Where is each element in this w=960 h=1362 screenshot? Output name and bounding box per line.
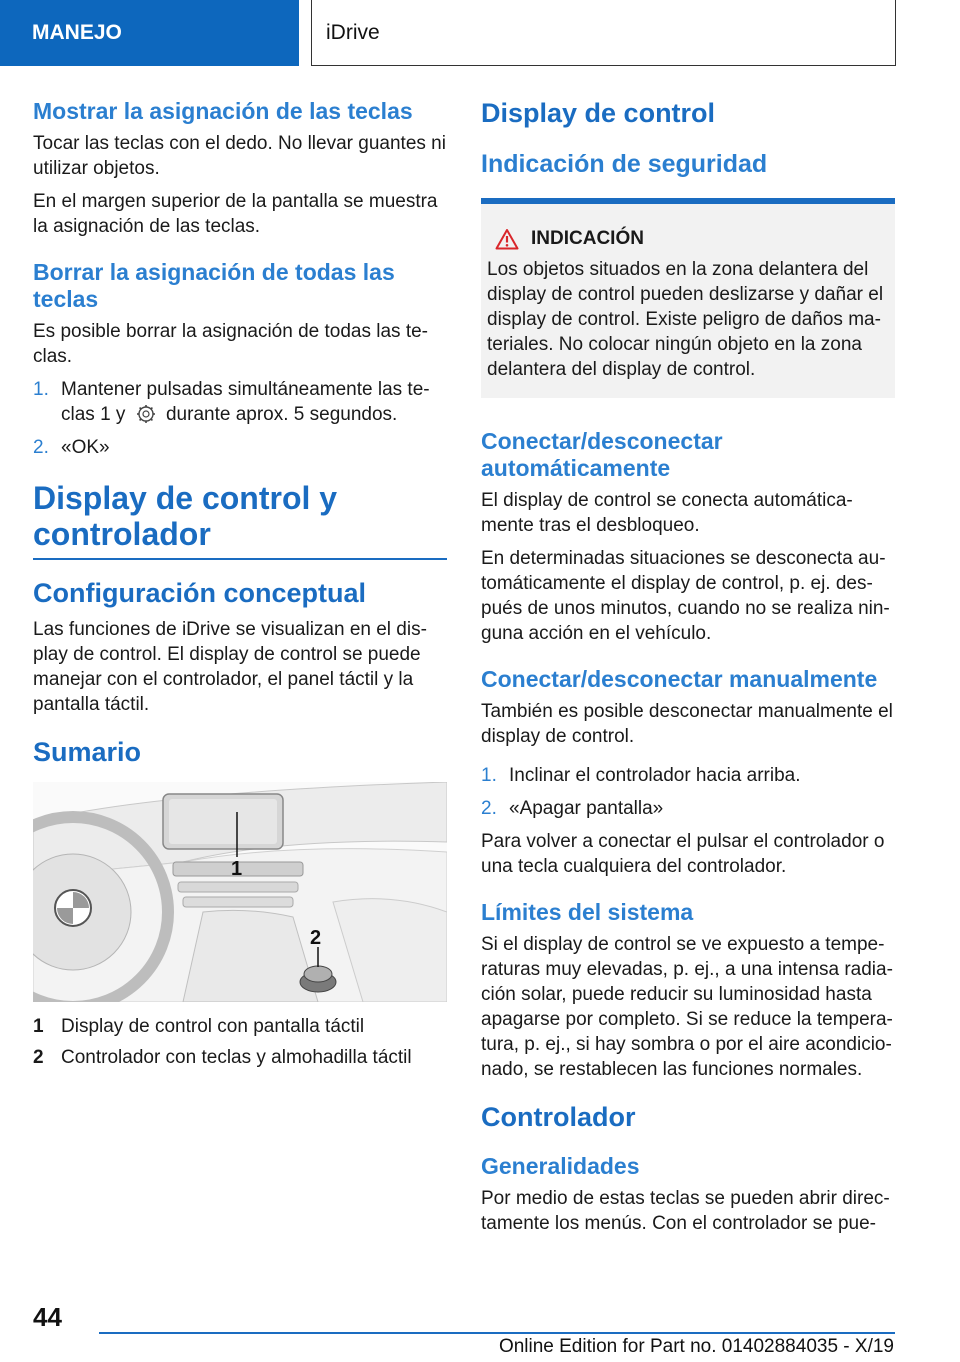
paragraph: Para volver a conectar el pulsar el controlador o una tecla cualquiera del controlador. bbox=[481, 831, 885, 877]
left-column bbox=[33, 98, 447, 1076]
paragraph: Es posible borrar la asignación de todas las te‐ clas. bbox=[33, 321, 429, 367]
heading-limits: Límites del sistema bbox=[481, 899, 694, 925]
right-column bbox=[481, 98, 895, 1244]
heading-concept: Configuración conceptual bbox=[33, 578, 367, 608]
paragraph: Si el display de control se ve expuesto a tempe‐ raturas muy elevadas, p. ej., a una intensa radia‐ ción solar, puede reducir su luminosidad hasta apagarse por completo. Si se reduce la tempera‐ tura, p. ej., si hay sombra o por el aire acondicio‐ nado, se restablecen las funciones normales. bbox=[481, 934, 893, 1080]
page-header bbox=[0, 0, 960, 66]
topic-title: iDrive bbox=[311, 0, 896, 66]
footer-divider bbox=[99, 1332, 895, 1334]
edition-text: Online Edition for Part no. 01402884035 - X/19 bbox=[498, 1336, 894, 1357]
heading-summary: Sumario bbox=[33, 737, 142, 767]
callout-2: 2 bbox=[310, 927, 322, 949]
heading-general: Generalidades bbox=[481, 1153, 640, 1179]
paragraph: El display de control se conecta automática‐ mente tras el desbloqueo. bbox=[481, 490, 853, 536]
legend-item: 1 Display de control con pantalla táctil bbox=[33, 1016, 365, 1037]
cockpit-illustration bbox=[33, 782, 447, 1002]
list-item: 2. «OK» bbox=[33, 437, 110, 458]
list-item: 1. Inclinar el controlador hacia arriba. bbox=[481, 765, 801, 786]
page-number: 44 bbox=[33, 1302, 62, 1332]
notice-box bbox=[481, 198, 895, 398]
list-item: 1. Mantener pulsadas simultáneamente las te‐ clas 1 y durante aprox. 5 segundos. bbox=[33, 379, 430, 425]
notice-title: INDICACIÓN bbox=[531, 228, 644, 249]
steps-list bbox=[481, 763, 895, 821]
heading-manual: Conectar/desconectar manualmente bbox=[481, 666, 878, 692]
controller-knob bbox=[304, 966, 332, 982]
paragraph: Por medio de estas teclas se pueden abrir direc‐ tamente los menús. Con el controlador se pue‐ bbox=[481, 1188, 890, 1234]
paragraph: En el margen superior de la pantalla se muestra la asignación de las teclas. bbox=[33, 191, 438, 237]
steps-list bbox=[33, 377, 447, 460]
paragraph: También es posible desconectar manualmente el display de control. bbox=[481, 701, 893, 747]
section-tab: MANEJO bbox=[0, 0, 299, 66]
main-heading: Display de control y controlador bbox=[33, 480, 338, 552]
legend-item: 2 Controlador con teclas y almohadilla táctil bbox=[33, 1047, 412, 1068]
callout-1: 1 bbox=[231, 858, 243, 880]
warning-icon bbox=[495, 228, 519, 250]
heading-show-assignment: Mostrar la asignación de las teclas bbox=[33, 98, 413, 124]
main-heading-block bbox=[33, 480, 447, 560]
heading-safety: Indicación de seguridad bbox=[481, 150, 768, 178]
page-footer bbox=[0, 1300, 960, 1362]
notice-header bbox=[489, 226, 887, 251]
gear-icon bbox=[135, 404, 157, 424]
heading-delete-assignment: Borrar la asignación de todas las teclas bbox=[33, 259, 395, 312]
notice-text: Los objetos situados en la zona delantera del display de control pueden deslizarse y dañar el display de control. Existe peligro de daños ma‐ teriales. No colocar ningún objeto en la zona delantera del display de control. bbox=[487, 259, 884, 380]
paragraph: En determinadas situaciones se desconecta au‐ tomáticamente el display de control, p. ej. des‐ pués de unos minutos, cuando no se realiza nin‐ guna acción en el vehículo. bbox=[481, 548, 890, 644]
heading-auto: Conectar/desconectar automáticamente bbox=[481, 428, 723, 481]
heading-display: Display de control bbox=[481, 98, 716, 128]
paragraph: Las funciones de iDrive se visualizan en el dis‐ play de control. El display de control se puede manejar con el controlador, el panel táctil y la pantalla táctil. bbox=[33, 619, 427, 715]
list-item: 2. «Apagar pantalla» bbox=[481, 798, 664, 819]
paragraph: Tocar las teclas con el dedo. No llevar guantes ni utilizar objetos. bbox=[33, 133, 446, 179]
heading-controller: Controlador bbox=[481, 1102, 636, 1132]
